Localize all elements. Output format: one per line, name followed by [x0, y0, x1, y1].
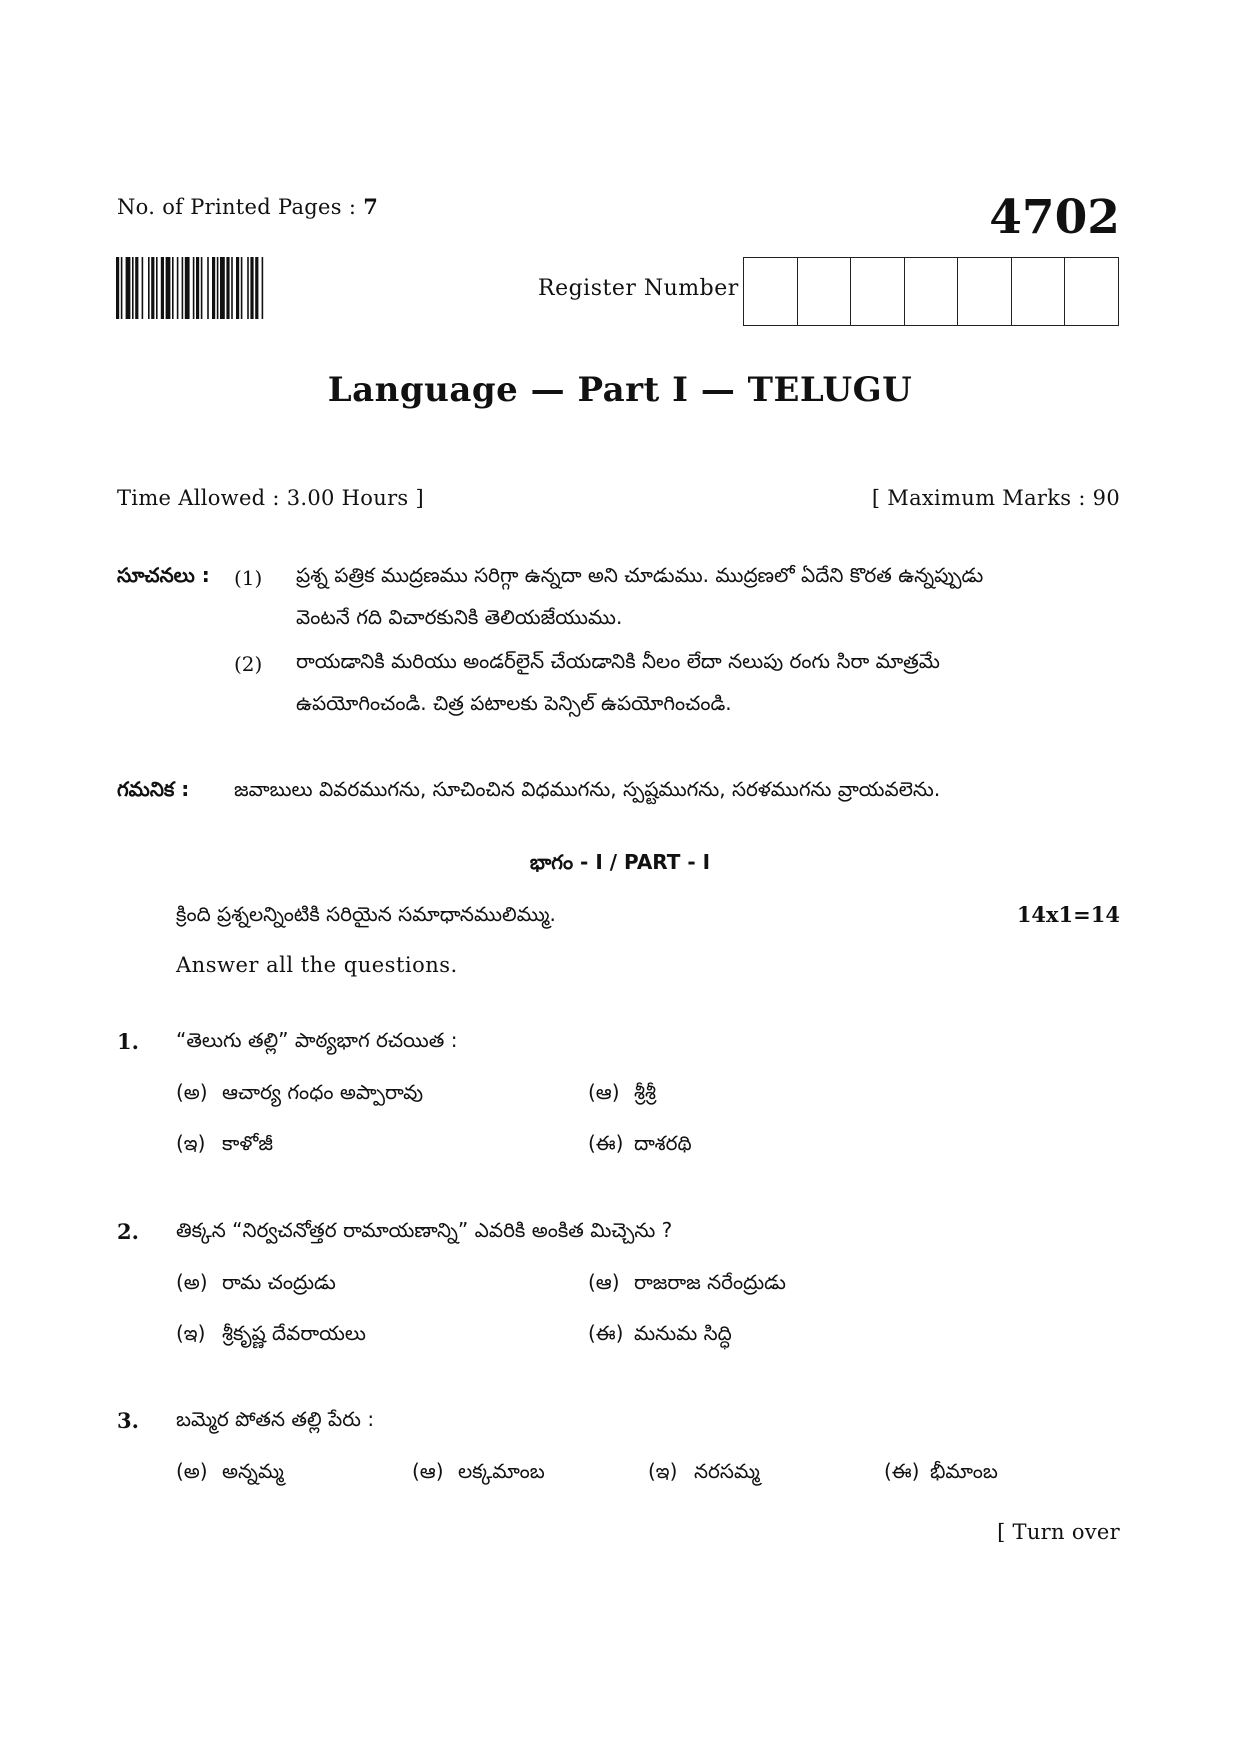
option-text: అన్నమ్మ	[222, 1459, 284, 1483]
paper-code: 4702	[989, 190, 1120, 245]
instruction-number: (2)	[234, 652, 263, 676]
note-text: జవాబులు వివరముగను, సూచించిన విధముగను, స్పష్టముగను, సరళముగను వ్రాయవలెను.	[234, 777, 941, 801]
question-number: 2.	[117, 1219, 139, 1244]
register-number-boxes[interactable]	[743, 257, 1119, 326]
option-label: (ఆ)	[412, 1459, 444, 1483]
register-digit-box[interactable]	[851, 258, 905, 325]
register-number-label: Register Number	[538, 276, 739, 301]
option-label: (ఈ)	[588, 1131, 624, 1155]
answer-option[interactable]	[176, 1459, 284, 1488]
option-text: రాజరాజ నరేంద్రుడు	[634, 1270, 786, 1294]
instruction-line: ఉపయోగించండి. చిత్ర పటాలకు పెన్సిల్ ఉపయోగించండి.	[296, 691, 732, 715]
option-text: భీమాంబ	[930, 1459, 998, 1483]
printed-pages-label: No. of Printed Pages :	[117, 195, 357, 219]
answer-option[interactable]	[176, 1321, 366, 1350]
page-title: Language — Part I — TELUGU	[327, 370, 913, 410]
instruction-number: (1)	[234, 566, 263, 590]
option-label: (ఆ)	[588, 1080, 620, 1104]
instruction-line: వెంటనే గది విచారకునికి తెలియజేయుము.	[296, 605, 623, 629]
question-number: 1.	[117, 1029, 139, 1054]
time-allowed: Time Allowed : 3.00 Hours ]	[117, 486, 424, 510]
register-digit-box[interactable]	[744, 258, 798, 325]
answer-option[interactable]	[412, 1459, 545, 1488]
option-label: (ఈ)	[588, 1321, 624, 1345]
question-number: 3.	[117, 1408, 139, 1433]
answer-option[interactable]	[588, 1080, 656, 1109]
option-text: ఆచార్య గంధం అప్పారావు	[222, 1080, 424, 1104]
option-label: (ఇ)	[176, 1131, 206, 1155]
option-label: (అ)	[176, 1080, 208, 1104]
maximum-marks: [ Maximum Marks : 90	[871, 486, 1120, 510]
register-digit-box[interactable]	[798, 258, 852, 325]
option-text: నరసమ్మ	[694, 1459, 760, 1483]
option-text: రామ చంద్రుడు	[222, 1270, 336, 1294]
register-digit-box[interactable]	[1065, 258, 1118, 325]
option-text: శ్రీకృష్ణ దేవరాయలు	[222, 1321, 366, 1345]
option-label: (అ)	[176, 1270, 208, 1294]
part-instruction-telugu: క్రింది ప్రశ్నలన్నింటికి సరియైన సమాధానములిమ్ము.	[176, 902, 556, 926]
answer-option[interactable]	[648, 1459, 760, 1488]
answer-option[interactable]	[588, 1270, 786, 1299]
answer-option[interactable]	[176, 1080, 423, 1109]
answer-option[interactable]	[176, 1270, 336, 1299]
option-label: (ఇ)	[648, 1459, 678, 1483]
note-label: గమనిక :	[117, 777, 190, 801]
option-text: కాళోజీ	[222, 1131, 273, 1155]
answer-option[interactable]	[884, 1459, 998, 1488]
answer-option[interactable]	[588, 1131, 692, 1160]
instruction-line: ప్రశ్న పత్రిక ముద్రణము సరిగ్గా ఉన్నదా అని చూడుము. ముద్రణలో ఏదేని కొరత ఉన్నప్పుడు	[296, 563, 984, 587]
answer-option[interactable]	[588, 1321, 732, 1350]
register-digit-box[interactable]	[905, 258, 959, 325]
question-text: తిక్కన “నిర్వచనోత్తర రామాయణాన్ని” ఎవరికి అంకిత మిచ్చెను ?	[176, 1218, 673, 1242]
answer-option[interactable]	[176, 1131, 273, 1160]
question-text: “తెలుగు తల్లి” పాఠ్యభాగ రచయిత :	[176, 1028, 458, 1052]
instruction-text	[296, 640, 940, 724]
register-digit-box[interactable]	[1012, 258, 1066, 325]
part-instruction-english: Answer all the questions.	[176, 953, 458, 977]
question-text: బమ్మెర పోతన తల్లి పేరు :	[176, 1407, 375, 1431]
instruction-text	[296, 554, 983, 638]
register-digit-box[interactable]	[958, 258, 1012, 325]
turn-over-note: [ Turn over	[997, 1520, 1120, 1544]
option-label: (ఈ)	[884, 1459, 920, 1483]
instructions-label: సూచనలు :	[117, 563, 210, 587]
option-label: (ఆ)	[588, 1270, 620, 1294]
printed-pages-value: 7	[363, 194, 379, 219]
part-heading: భాగం - I / PART - I	[529, 850, 711, 874]
option-label: (అ)	[176, 1459, 208, 1483]
option-text: లక్కమాంబ	[458, 1459, 545, 1483]
instruction-line: రాయడానికి మరియు అండర్‌లైన్ చేయడానికి నీలం లేదా నలుపు రంగు సిరా మాత్రమే	[296, 649, 940, 673]
option-text: మనుమ సిద్ధి	[634, 1321, 732, 1345]
part-marks: 14x1=14	[1016, 902, 1120, 927]
printed-pages	[117, 194, 378, 219]
option-label: (ఇ)	[176, 1321, 206, 1345]
option-text: శ్రీశ్రీ	[634, 1080, 656, 1104]
barcode-image	[116, 257, 304, 319]
option-text: దాశరథి	[634, 1131, 692, 1155]
